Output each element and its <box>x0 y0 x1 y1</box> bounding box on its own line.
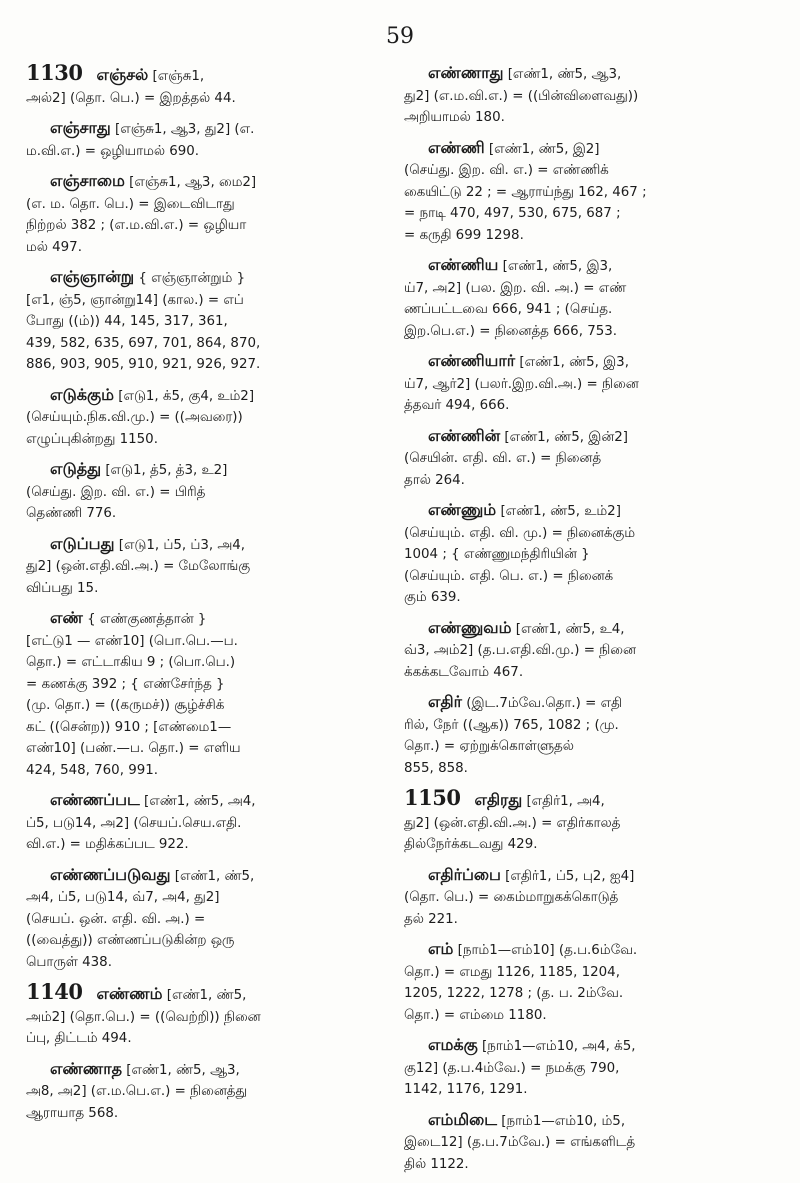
entry-text: ப்5, படு14, அ2] (செயப்.செய.எதி. <box>26 815 242 831</box>
entry-text: தில் 1122. <box>404 1156 469 1172</box>
entry-line <box>404 691 778 715</box>
headword: எண்ணப்படுவது <box>50 864 171 884</box>
entry-line <box>26 333 392 355</box>
entry-text: [எண்1, ண்5, இ2] <box>488 141 600 157</box>
right-column <box>404 62 778 1183</box>
entry-line <box>26 1081 392 1103</box>
entry-text: (மு. தொ.) = ((கருமச்)) சூழ்ச்சிக் <box>26 698 225 713</box>
entry-line <box>404 278 778 300</box>
entry-line <box>404 983 778 1005</box>
dictionary-entry <box>26 981 392 1050</box>
entry-line <box>404 758 778 780</box>
entry-text: த்தவர் 494, 666. <box>404 398 510 413</box>
entry-line <box>404 1154 778 1176</box>
entry-text: 1205, 1222, 1278 ; (த. ப. 2ம்வே. <box>404 986 624 1001</box>
entry-text: [எடு1, த்5, த்3, உ2] <box>105 463 228 478</box>
entry-text: ணப்பட்டவை 666, 941 ; (செய்த. <box>404 302 613 317</box>
entry-text: அறியாமல் 180. <box>404 110 505 125</box>
entry-text: அம்2] (தொ.பெ.) = ((வெற்றி)) நினை <box>26 1009 261 1025</box>
entry-text: [எட்டு1 — எண்10] (பொ.பெ.—ப. <box>26 633 238 649</box>
dictionary-entry <box>404 499 778 609</box>
entry-line <box>404 1034 778 1058</box>
entry-text: அல்2] (தொ. பெ.) = இறத்தல் 44. <box>26 90 236 106</box>
entry-text: எழுப்புகின்றது 1150. <box>26 431 158 447</box>
entry-text: நிற்றல் 382 ; (எ.ம.வி.எ.) = ஒழியா <box>26 218 247 233</box>
entry-line <box>26 62 392 88</box>
entry-line <box>404 1132 778 1154</box>
dictionary-entry <box>404 350 778 417</box>
entry-line <box>404 587 778 609</box>
dictionary-entry <box>404 787 778 856</box>
entry-text: (செய்யும். எதி. வி. மு.) = நினைக்கும் <box>404 525 635 541</box>
entry-line <box>404 225 778 247</box>
entry-line <box>26 533 392 557</box>
entry-text: அ4, ப்5, படு14, வ்7, அ4, து2] <box>26 890 220 905</box>
headword: எஞ்சாமை <box>50 171 125 190</box>
entry-text: 855, 858. <box>404 760 468 776</box>
entry-text: து2] (ஒன்.எதி.வி.அ.) = மேலோங்கு <box>26 559 251 574</box>
entry-line <box>26 631 392 653</box>
entry-line <box>404 160 778 182</box>
entry-line <box>26 141 392 163</box>
entry-line <box>404 182 778 204</box>
entry-text: எண்10] (பண்.—ப. தொ.) = எளிய <box>26 741 241 756</box>
entry-line <box>26 482 392 504</box>
headword: எமக்கு <box>428 1035 478 1054</box>
entry-text: (செய்யும். எதி. பெ. எ.) = நினைக் <box>404 568 614 584</box>
entry-text: [நாம்1—எம்10] (த.ப.6ம்வே. <box>457 943 638 958</box>
entry-line <box>26 503 392 525</box>
dictionary-entry <box>404 425 778 492</box>
entry-text: (தொ. பெ.) = கைம்மாறுகக்கொடுத் <box>404 890 619 905</box>
entry-text: [எ1, ஞ்5, ஞான்று14] (கால.) = எப் <box>26 292 244 308</box>
entry-line <box>26 170 392 194</box>
headword: எண்ணுவம் <box>428 617 512 637</box>
entry-text: = கருதி 699 1298. <box>404 227 524 243</box>
entry-text: [எதிர்1, அ4, <box>526 794 605 809</box>
entry-text: வ்3, அம்2] (த.ப.எதி.வி.மு.) = நினை <box>404 643 636 658</box>
entry-text: ம.வி.எ.) = ஒழியாமல் 690. <box>26 143 200 159</box>
entry-text: தெண்ணி 776. <box>26 506 117 521</box>
headword: எண்ணாது <box>428 63 504 82</box>
entry-text: ய்7, அ2] (பல. இற. வி. அ.) = எண் <box>404 280 627 296</box>
headword: எடுத்து <box>50 459 102 478</box>
entry-line <box>26 909 392 931</box>
entry-text: [எடு1, ப்5, ப்3, அ4, <box>118 537 246 553</box>
entry-line <box>26 695 392 717</box>
entry-line <box>26 1028 392 1050</box>
entry-text: = நாடி 470, 497, 530, 675, 687 ; <box>404 206 621 221</box>
entry-text: = கணக்கு 392 ; { எண்சேர்ந்த } <box>26 676 225 692</box>
entry-text: க்கக்கடவோம் 467. <box>404 664 524 680</box>
entry-line <box>404 1058 778 1080</box>
entry-line <box>404 62 778 86</box>
entry-text: [எஞ்சு1, ஆ3, து2] (எ. <box>115 122 255 137</box>
entry-line <box>404 350 778 374</box>
entry-text: தொ.) = எட்டாகிய 9 ; (பொ.பெ.) <box>26 655 236 670</box>
headword: எஞ்சாது <box>50 118 111 137</box>
dictionary-entry <box>26 864 392 974</box>
entry-line <box>404 662 778 684</box>
entry-line <box>26 1103 392 1125</box>
entry-line <box>404 1109 778 1133</box>
headword: எதிர்ப்பை <box>428 864 501 884</box>
entry-text: 1004 ; { எண்ணுமந்திரியின் } <box>404 547 590 562</box>
entry-text: மல் 497. <box>26 239 82 255</box>
headword: எம் <box>428 939 454 958</box>
entry-line <box>26 407 392 429</box>
entry-line <box>404 566 778 588</box>
entry-line <box>26 760 392 782</box>
dictionary-entry <box>26 384 392 451</box>
entry-line <box>404 715 778 737</box>
entry-text: { எஞ்ஞான்றும் } <box>138 271 246 286</box>
section-number: 1130 <box>26 60 83 85</box>
entry-line <box>404 470 778 492</box>
dictionary-entry <box>404 137 778 247</box>
entry-line <box>26 834 392 856</box>
entry-line <box>26 266 392 290</box>
entry-line <box>26 290 392 312</box>
entry-text: [எண்1, ண்5, <box>174 868 255 884</box>
dictionary-entry <box>26 117 392 162</box>
entry-text: இற.பெ.எ.) = நினைத்த 666, 753. <box>404 323 618 339</box>
entry-line <box>404 640 778 662</box>
entry-line <box>404 86 778 108</box>
entry-line <box>404 887 778 909</box>
entry-line <box>404 736 778 758</box>
dictionary-entry <box>404 864 778 931</box>
entry-line <box>404 395 778 417</box>
entry-line <box>26 578 392 600</box>
entry-text: தொ.) = எம்மை 1180. <box>404 1007 547 1023</box>
entry-text: [எண்1, ண்5, <box>166 988 247 1003</box>
entry-line <box>404 617 778 641</box>
dictionary-entry <box>26 533 392 600</box>
entry-line <box>404 834 778 856</box>
dictionary-entry <box>26 1058 392 1125</box>
entry-line <box>404 962 778 984</box>
entry-text: [எண்1, ண்5, ஆ3, <box>507 67 622 82</box>
entry-text: ய்7, ஆர்2] (பலர்.இற.வி.அ.) = நினை <box>404 376 639 392</box>
entry-text: து2] (எ.ம.வி.எ.) = ((பின்விளைவது)) <box>404 88 639 104</box>
dictionary-entry <box>26 789 392 856</box>
entry-text: ((வைத்து)) எண்ணப்படுகின்ற ஒரு <box>26 933 235 948</box>
entry-text: தல் 221. <box>404 911 458 927</box>
entry-text: [எண்1, ண்5, இ3, <box>519 355 629 370</box>
entry-line <box>26 717 392 739</box>
entry-text: அ8, அ2] (எ.ம.பெ.எ.) = நினைத்து <box>26 1084 248 1099</box>
entry-text: [எண்1, ண்5, உம்2] <box>500 504 621 519</box>
entry-text: 424, 548, 760, 991. <box>26 762 159 778</box>
section-number: 1150 <box>404 785 461 810</box>
entry-line <box>26 864 392 888</box>
entry-line <box>26 354 392 376</box>
entry-line <box>26 738 392 760</box>
dictionary-entry <box>26 62 392 109</box>
headword: எண்ணாத <box>50 1058 122 1078</box>
headword: எண்ணம் <box>96 984 163 1003</box>
dictionary-entry <box>26 266 392 376</box>
entry-text: (இட.7ம்வே.தொ.) = எதி <box>466 696 623 711</box>
entry-text: கையிட்டு 22 ; = ஆராய்ந்து 162, 467 ; <box>404 184 647 200</box>
dictionary-entry <box>26 170 392 258</box>
entry-line <box>26 458 392 482</box>
entry-text: [நாம்1—எம்10, அ4, க்5, <box>481 1039 636 1054</box>
entry-line <box>404 321 778 343</box>
entry-text: தில்நேர்க்கடவது 429. <box>404 837 538 852</box>
entry-line <box>404 544 778 566</box>
entry-line <box>404 523 778 545</box>
entry-text: [எண்1, ண்5, ஆ3, <box>126 1062 240 1078</box>
entry-line <box>404 107 778 129</box>
headword: எண்ணியார் <box>428 351 516 370</box>
headword: எடுப்பது <box>50 533 115 553</box>
entry-text: [எஞ்சு1, ஆ3, மை2] <box>129 175 257 190</box>
entry-text: [எண்1, ண்5, இ3, <box>502 259 613 274</box>
headword: எண் <box>50 608 83 627</box>
entry-line <box>26 813 392 835</box>
entry-text: 886, 903, 905, 910, 921, 926, 927. <box>26 357 261 372</box>
entry-line <box>404 909 778 931</box>
entry-text: [எண்1, ண்5, அ4, <box>144 794 256 809</box>
entry-line <box>26 930 392 952</box>
entry-text: ப்பு, திட்டம் 494. <box>26 1031 132 1046</box>
entry-text: 439, 582, 635, 697, 701, 864, 870, <box>26 335 261 351</box>
entry-line <box>404 1079 778 1101</box>
entry-text: [எண்1, ண்5, உ4, <box>515 621 625 637</box>
entry-text: [எஞ்சு1, <box>152 69 205 84</box>
entry-line <box>26 311 392 333</box>
entry-text: கு12] (த.ப.4ம்வே.) = நமக்கு 790, <box>404 1060 620 1076</box>
dictionary-entry <box>404 691 778 779</box>
entry-text: { எண்குணத்தான் } <box>87 612 207 627</box>
dictionary-entry <box>26 607 392 781</box>
entry-text: [நாம்1—எம்10, ம்5, <box>501 1113 626 1129</box>
entry-line <box>404 448 778 470</box>
entry-line <box>26 556 392 578</box>
entry-line <box>404 813 778 835</box>
entry-line <box>26 88 392 110</box>
entry-line <box>404 137 778 161</box>
entry-line <box>26 117 392 141</box>
entry-line <box>26 652 392 674</box>
entry-text: (செய்து. இற. வி. எ.) = எண்ணிக் <box>404 163 609 178</box>
dictionary-entry <box>404 254 778 342</box>
entry-text: கும் 639. <box>404 590 461 605</box>
entry-text: [எண்1, ண்5, இன்2] <box>504 429 628 445</box>
headword: எடுக்கும் <box>50 384 114 404</box>
entry-text: தொ.) = ஏற்றுக்கொள்ளுதல் <box>404 739 574 754</box>
entry-line <box>26 1007 392 1029</box>
entry-line <box>26 981 392 1007</box>
entry-line <box>404 938 778 962</box>
entry-line <box>26 607 392 631</box>
entry-line <box>404 864 778 888</box>
entry-line <box>404 787 778 813</box>
headword: எண்ணப்பட <box>50 790 140 809</box>
entry-line <box>26 429 392 451</box>
entry-text: [எதிர்1, ப்5, பு2, ஐ4] <box>505 868 635 884</box>
headword: எஞ்ஞான்று <box>50 267 135 286</box>
headword: எண்ணி <box>428 137 485 157</box>
entry-text: பொருள் 438. <box>26 954 112 970</box>
entry-text: து2] (ஒன்.எதி.வி.அ.) = எதிர்காலத் <box>404 815 621 831</box>
entry-line <box>26 952 392 974</box>
entry-text: போது ((ம்)) 44, 145, 317, 361, <box>26 314 228 329</box>
entry-text: (செயின். எதி. வி. எ.) = நினைத் <box>404 451 602 466</box>
headword: எண்ணின் <box>428 425 501 445</box>
headword: எதிரது <box>474 790 523 809</box>
entry-line <box>404 499 778 523</box>
headword: எண்ணிய <box>428 255 499 274</box>
left-column <box>26 62 392 1132</box>
entry-text: தொ.) = எமது 1126, 1185, 1204, <box>404 964 620 980</box>
dictionary-entry <box>404 62 778 129</box>
page-number: 59 <box>386 24 414 49</box>
section-number: 1140 <box>26 979 83 1004</box>
entry-line <box>404 254 778 278</box>
entry-line <box>26 789 392 813</box>
entry-text: விப்பது 15. <box>26 580 99 596</box>
entry-line <box>26 887 392 909</box>
entry-text: [எடு1, க்5, கு4, உம்2] <box>118 388 255 404</box>
entry-text: தால் 264. <box>404 472 465 488</box>
entry-text: இடை12] (த.ப.7ம்வே.) = எங்களிடத் <box>404 1135 636 1150</box>
entry-text: (செயப். ஒன். எதி. வி. அ.) = <box>26 911 206 927</box>
entry-text: வி.எ.) = மதிக்கப்பட 922. <box>26 837 189 852</box>
entry-line <box>404 1005 778 1027</box>
dictionary-entry <box>404 1034 778 1101</box>
entry-text: 1142, 1176, 1291. <box>404 1082 528 1097</box>
entry-line <box>26 215 392 237</box>
entry-text: ரில், நேர் ((ஆக)) 765, 1082 ; (மு. <box>404 717 619 733</box>
entry-text: கட் ((சென்ற)) 910 ; [எண்மை1— <box>26 719 232 735</box>
dictionary-entry <box>404 938 778 1026</box>
entry-line <box>26 1058 392 1082</box>
entry-line <box>26 384 392 408</box>
entry-line <box>404 203 778 225</box>
entry-text: (செய்து. இற. வி. எ.) = பிரித் <box>26 484 206 500</box>
dictionary-entry <box>404 1109 778 1176</box>
entry-line <box>26 674 392 696</box>
dictionary-entry <box>26 458 392 525</box>
headword: எம்மிடை <box>428 1109 497 1129</box>
entry-text: (செய்யும்.நிக.வி.மு.) = ((அவரை)) <box>26 410 243 425</box>
entry-text: (எ. ம. தொ. பெ.) = இடைவிடாது <box>26 196 235 212</box>
entry-line <box>404 299 778 321</box>
entry-line <box>26 237 392 259</box>
entry-line <box>404 374 778 396</box>
entry-line <box>26 194 392 216</box>
dictionary-entry <box>404 617 778 684</box>
headword: எஞ்சல் <box>96 65 149 84</box>
entry-text: ஆராயாத 568. <box>26 1105 119 1121</box>
headword: எண்ணும் <box>428 500 497 519</box>
entry-line <box>404 425 778 449</box>
headword: எதிர் <box>428 692 462 711</box>
